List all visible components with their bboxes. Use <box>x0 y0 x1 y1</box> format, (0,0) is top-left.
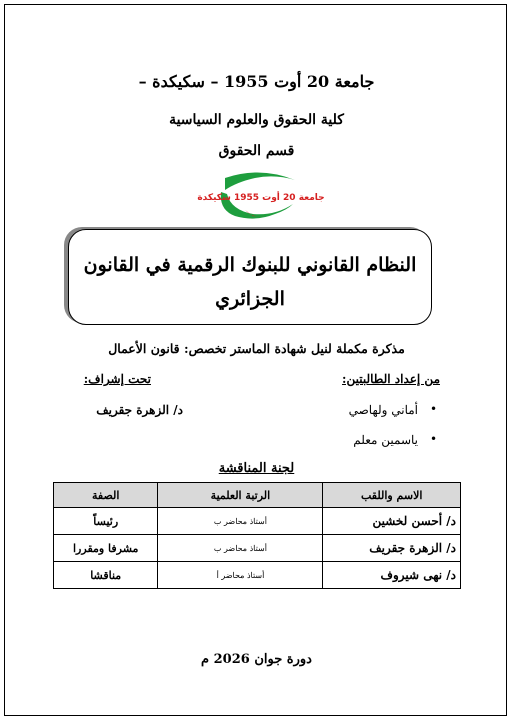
jury-member-role: مشرفا ومقررا <box>54 535 158 562</box>
page-border <box>4 4 507 716</box>
thesis-title-line-1: النظام القانوني للبنوك الرقمية في القانون <box>83 254 417 276</box>
thesis-subtitle: مذكرة مكملة لنيل شهادة الماستر تخصص: قانون الأعمال <box>108 341 405 356</box>
table-row <box>54 562 461 589</box>
table-row <box>54 508 461 535</box>
students-label: من إعداد الطالبتين: <box>342 372 440 386</box>
session-date: دورة جوان 2026 م <box>201 652 312 667</box>
jury-member-rank: أستاذ محاضر ب <box>158 535 323 562</box>
logo-text: جامعة 20 أوت 1955 سكيكدة <box>197 193 325 203</box>
supervisor-label: تحت إشراف: <box>83 372 151 386</box>
faculty-name: كلية الحقوق والعلوم السياسية <box>169 112 344 128</box>
jury-member-name: د/ الزهرة جقريف <box>323 535 461 562</box>
supervisor-name: د/ الزهرة جقريف <box>96 403 183 417</box>
bullet-icon: • <box>430 432 438 446</box>
jury-member-name: د/ نهى شيروف <box>323 562 461 589</box>
jury-table <box>53 482 461 589</box>
jury-member-name: د/ أحسن لخشين <box>323 508 461 535</box>
jury-member-role: مناقشا <box>54 562 158 589</box>
jury-member-rank: أستاذ محاضر ب <box>158 508 323 535</box>
university-logo <box>197 170 325 222</box>
jury-header-row <box>54 483 461 508</box>
table-row <box>54 535 461 562</box>
university-name: جامعة 20 أوت 1955 – سكيكدة – <box>138 72 375 91</box>
jury-title: لجنة المناقشة <box>218 461 295 476</box>
student-name-2: ياسمين معلم <box>353 433 418 447</box>
bullet-icon: • <box>430 402 438 416</box>
jury-member-rank: أستاذ محاضر أ <box>158 562 323 589</box>
header-role: الصفة <box>54 483 158 508</box>
student-name-1: أماني ولهاصي <box>348 403 418 417</box>
thesis-title-line-2: الجزائري <box>215 288 285 310</box>
header-name: الاسم واللقب <box>323 483 461 508</box>
header-rank: الرتبة العلمية <box>158 483 323 508</box>
department-name: قسم الحقوق <box>218 143 295 159</box>
thesis-title-box <box>68 229 432 325</box>
jury-member-role: رئيساً <box>54 508 158 535</box>
